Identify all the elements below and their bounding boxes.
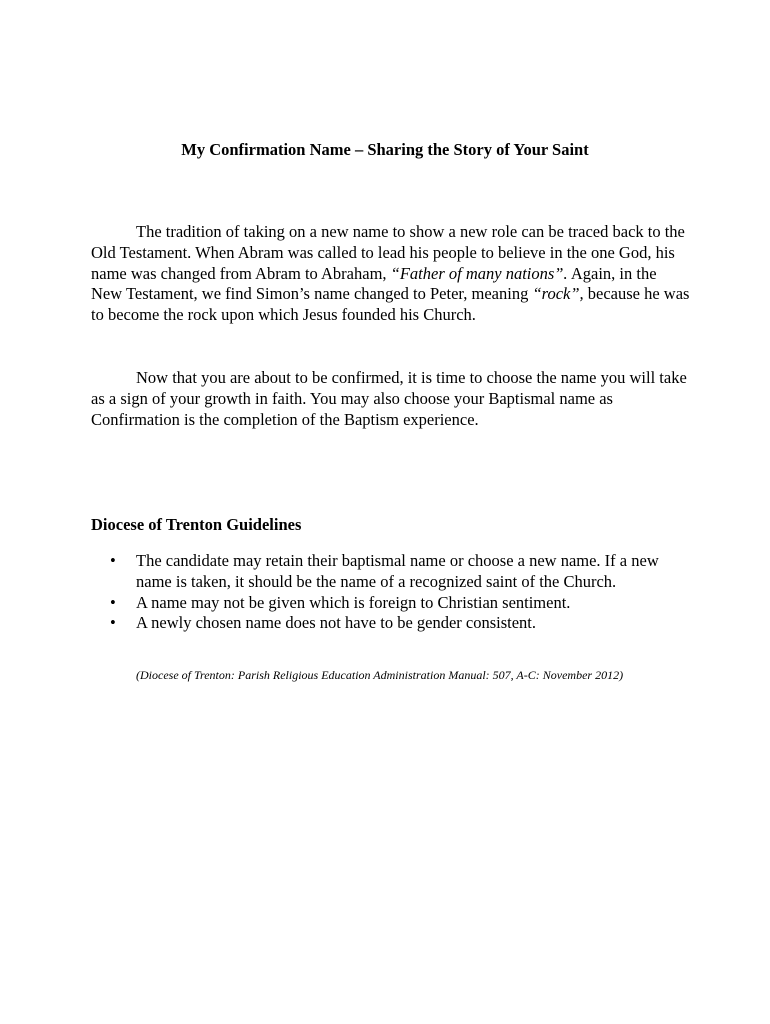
guidelines-list [91, 551, 691, 634]
guidelines-heading: Diocese of Trenton Guidelines [91, 515, 302, 534]
confirmation-paragraph: Now that you are about to be confirmed, it is time to choose the name you will take as a sign of your growth in faith. You may also choose your Baptismal name as Confirmation is the completion of the Baptism experience. [91, 368, 687, 429]
intro-italic-father-of-many-nations: “Father of many nations”. [390, 263, 568, 283]
list-item [91, 613, 691, 634]
intro-text-2: Again, in the New Testament, we find Simon’s name changed to Peter, meaning [91, 263, 657, 304]
intro-text-1: The tradition of taking on a new name to show a new role can be traced back to the Old Testament. When Abram was called to lead his people to believe in the one God, his name was changed from Abram to Abraham, [91, 222, 685, 283]
list-item-text: A newly chosen name does not have to be gender consistent. [136, 613, 537, 633]
page-title: My Confirmation Name – Sharing the Story of Your Saint [181, 140, 589, 159]
list-item [91, 593, 691, 614]
bullet-icon: • [110, 613, 116, 633]
intro-italic-rock: “rock”, [532, 284, 584, 304]
intro-text-3: because he was to become the rock upon which Jesus founded his Church. [91, 284, 690, 325]
intro-paragraph [91, 222, 691, 326]
list-item [91, 551, 691, 593]
citation: (Diocese of Trenton: Parish Religious Education Administration Manual: 507, A-C: November 2012) [136, 668, 624, 682]
bullet-icon: • [110, 551, 116, 570]
list-item-text: The candidate may retain their baptismal name or choose a new name. If a new name is taken, it should be the name of a recognized saint of the Church. [136, 551, 659, 591]
bullet-icon: • [110, 592, 116, 612]
list-item-text: A name may not be given which is foreign to Christian sentiment. [136, 592, 571, 612]
